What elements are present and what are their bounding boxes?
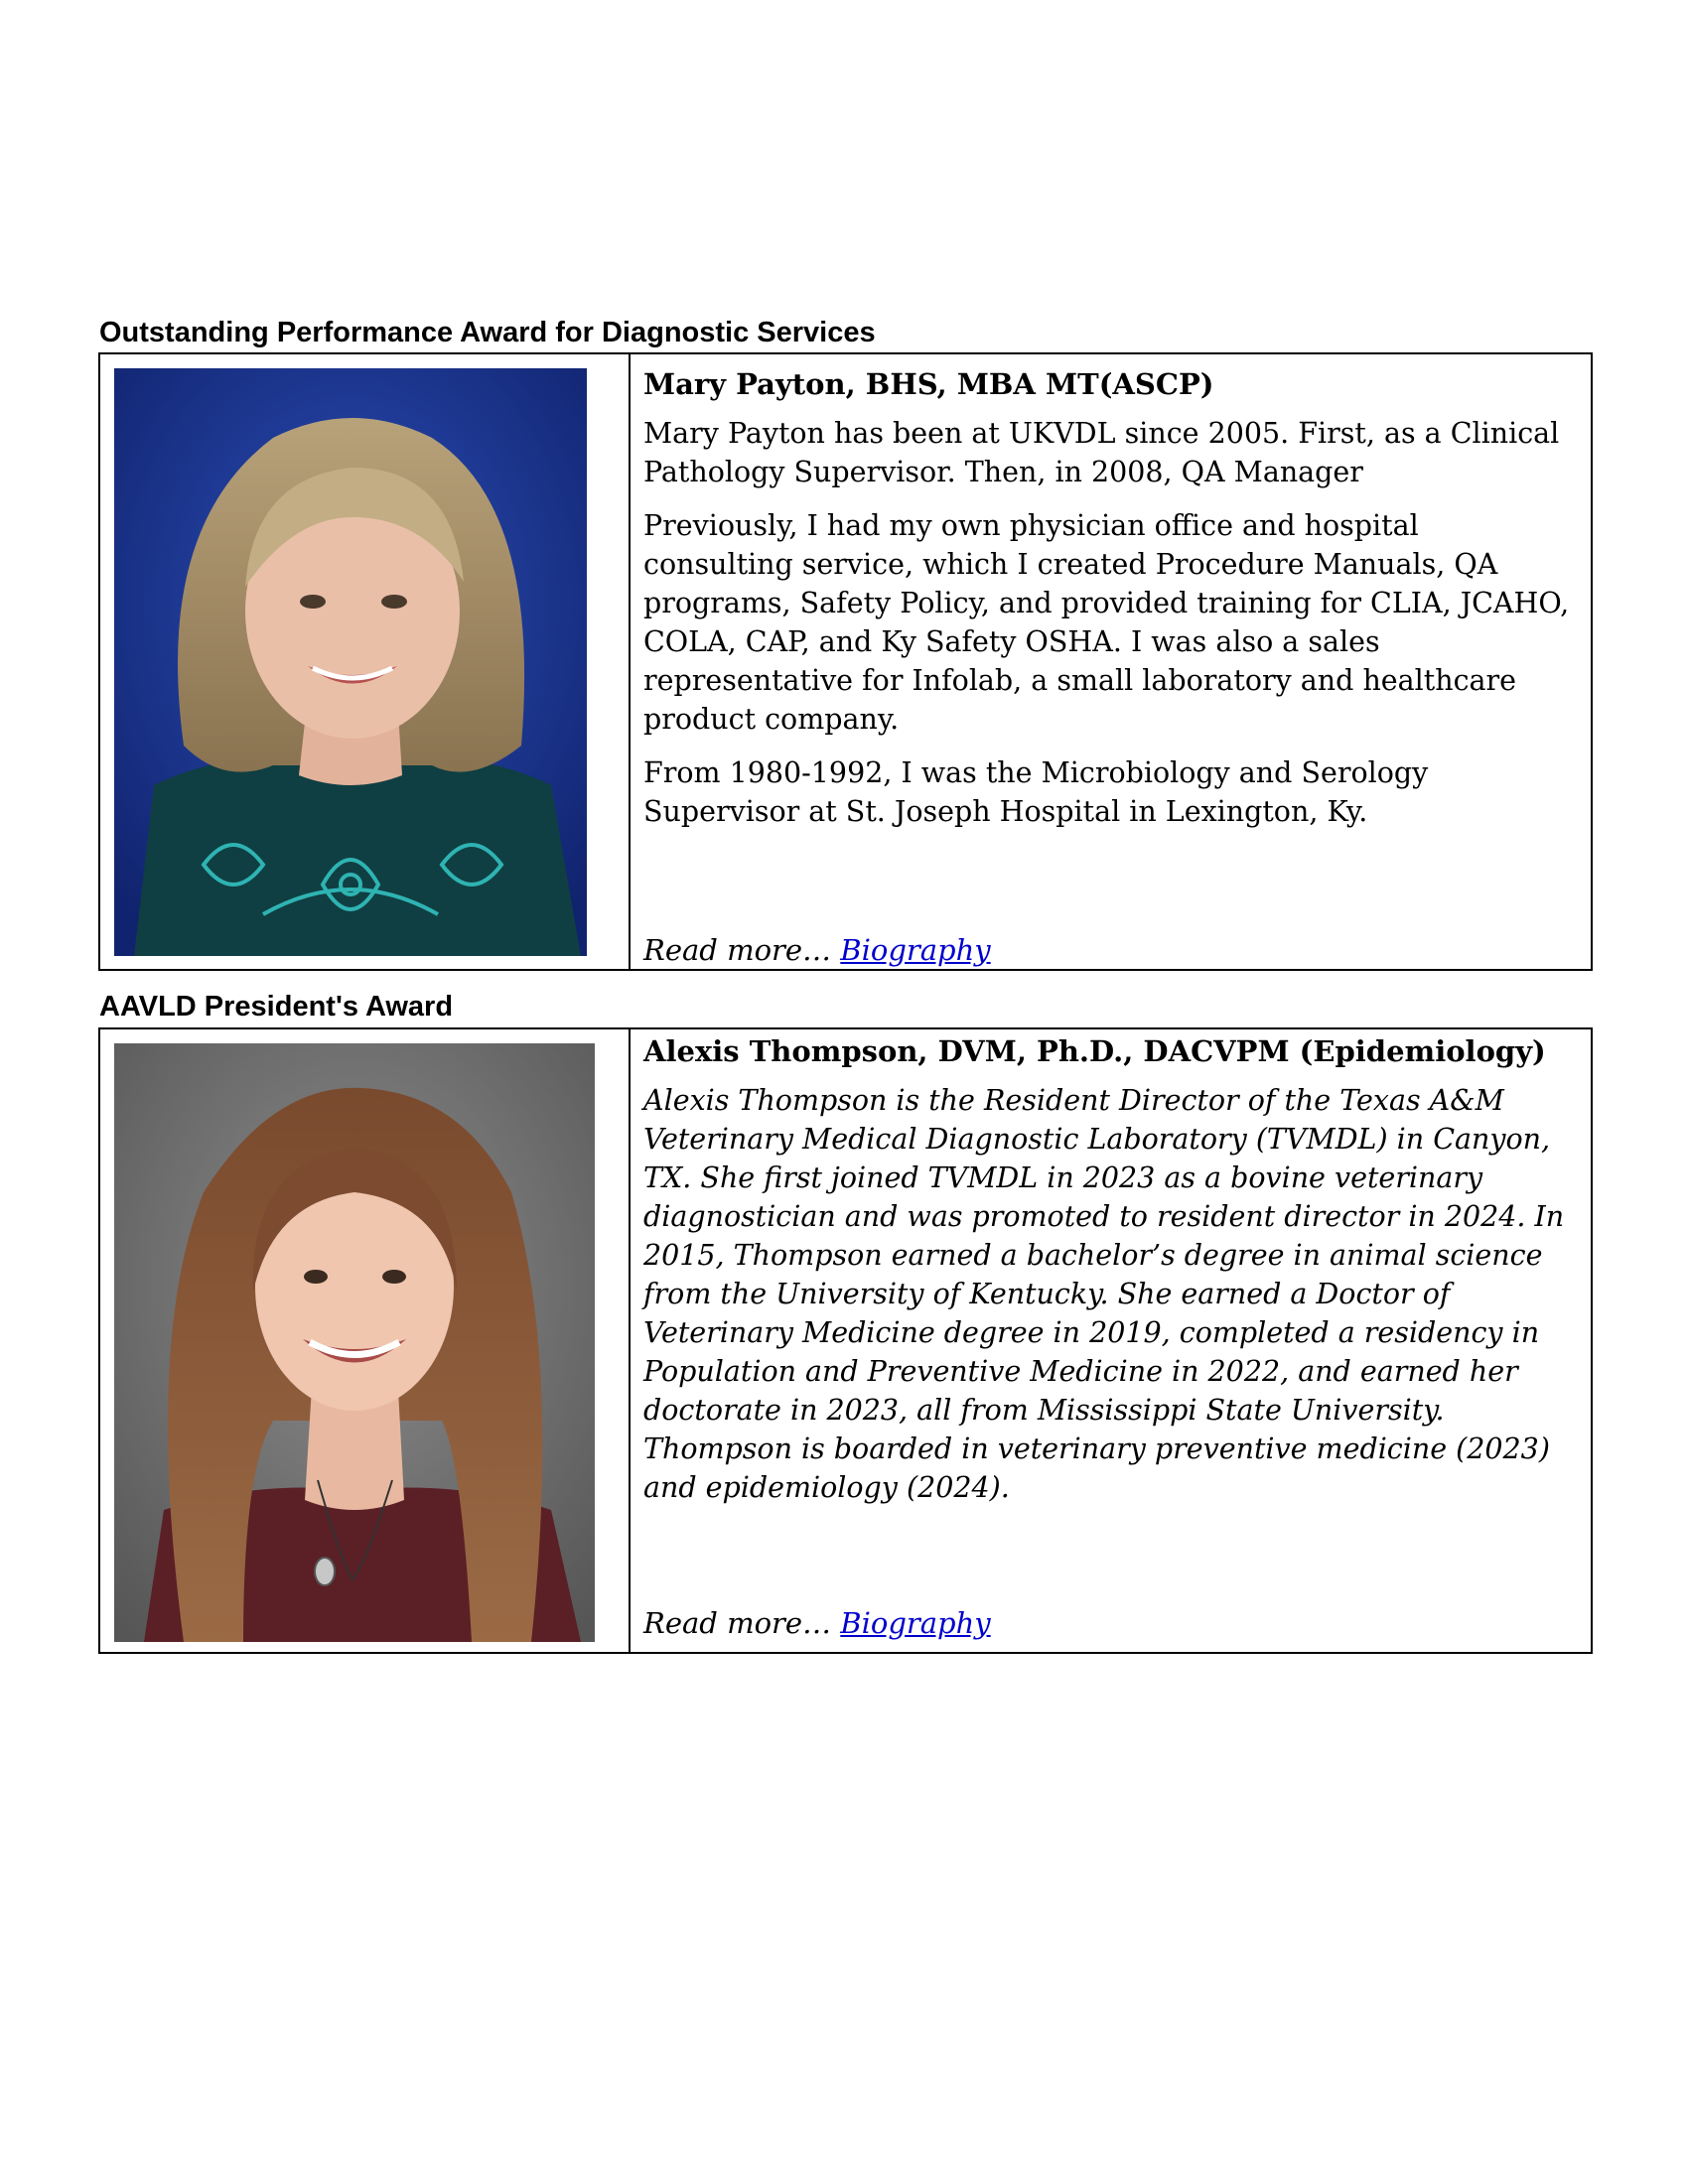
award-section-title: AAVLD President's Award [99, 991, 454, 1023]
awardee-name: Alexis Thompson, DVM, Ph.D., DACVPM (Epidemiology) [643, 1034, 1546, 1068]
read-more-line [643, 932, 991, 968]
award-card-mary-payton [98, 352, 1593, 971]
photo-cell [100, 1029, 631, 1652]
portrait-photo-mary-payton [114, 368, 587, 956]
photo-cell [100, 354, 631, 969]
bio-paragraph: From 1980-1992, I was the Microbiology and Serology Supervisor at St. Joseph Hospital in Lexington, Ky. [643, 756, 1429, 828]
bio-paragraph: Mary Payton has been at UKVDL since 2005. First, as a Clinical Pathology Supervisor. Then, in 2008, QA Manager [643, 417, 1560, 488]
bio-paragraph: Previously, I had my own physician office and hospital consulting service, which I created Procedure Manuals, QA programs, Safety Policy, and provided training for CLIA, JCAHO, COLA, CAP, and Ky Safety OSHA. I was also a sales representative for Infolab, a small laboratory and healthcare product company. [643, 509, 1570, 736]
biography-link[interactable]: Biography [840, 1606, 991, 1640]
biography-link[interactable]: Biography [840, 933, 991, 967]
read-more-label: Read more… [643, 1606, 832, 1640]
award-section-title: Outstanding Performance Award for Diagnostic Services [99, 317, 876, 348]
bio-paragraph: Alexis Thompson is the Resident Director of the Texas A&M Veterinary Medical Diagnostic Laboratory (TVMDL) in Canyon, TX. She first joined TVMDL in 2023 as a bovine veterinary diagnostician and was promoted to resident director in 2024. In 2015, Thompson earned a bachelor’s degree in animal science from the University of Kentucky. She earned a Doctor of Veterinary Medicine degree in 2019, completed a residency in Population and Preventive Medicine in 2022, and earned her doctorate in 2023, all from Mississippi State University. Thompson is boarded in veterinary preventive medicine (2023) and epidemiology (2024). [643, 1084, 1565, 1504]
read-more-label: Read more… [643, 933, 832, 967]
bio-cell [643, 354, 1577, 969]
read-more-line [643, 1605, 991, 1641]
bio-cell [643, 1029, 1577, 1652]
award-card-alexis-thompson [98, 1027, 1593, 1654]
portrait-photo-alexis-thompson [114, 1043, 595, 1642]
awardee-name: Mary Payton, BHS, MBA MT(ASCP) [643, 367, 1214, 401]
